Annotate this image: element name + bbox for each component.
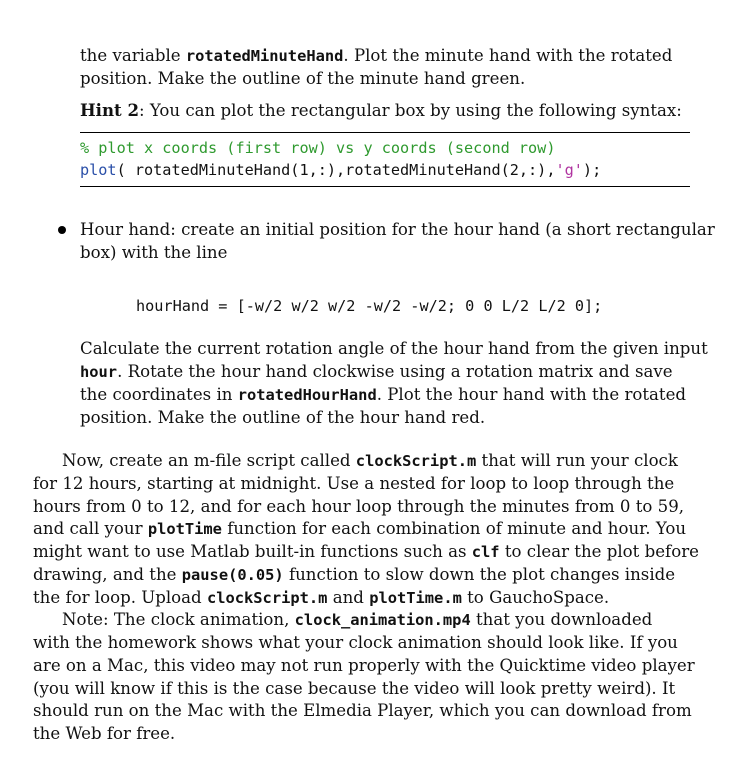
hint-line [80,100,682,121]
paragraph-note-line-6 [33,724,175,744]
inline-code: pause(0.05) [181,566,284,584]
bullet-hour-line-2 [80,243,227,263]
code-block-bottom-rule [80,186,690,187]
code-block-top-rule [80,132,690,133]
inline-code: plotTime [147,520,222,538]
text: might want to use Matlab built-in functions such as [33,542,472,561]
inline-code: clockScript.m [355,452,477,470]
text: . Rotate the hour hand clockwise using a rotation matrix and save [117,362,673,381]
paragraph-script-line-7 [33,588,609,608]
text: the coordinates in [80,385,238,404]
text: for 12 hours, starting at midnight. Use a nested for loop to loop through the [33,474,675,493]
text: and call your [33,519,148,538]
text: the Web for free. [33,724,176,743]
text: with the homework shows what your clock animation should look like. If you [33,633,678,652]
text: . Plot the hour hand with the rotated [376,385,687,404]
paragraph-script-line-1 [62,451,678,471]
inline-code: rotatedHourHand [237,386,377,404]
bullet-hour-line-1 [80,220,715,240]
paragraph-note-line-2 [33,633,678,653]
paragraph-note-line-1 [62,610,652,630]
hint-text: : You can plot the rectangular box by using the following syntax: [139,101,682,120]
code-plot-line [80,161,601,180]
inline-code: hour [80,363,118,381]
text: position. Make the outline of the hour hand red. [80,408,486,427]
text: Hour hand: create an initial position for the hour hand (a short rectangular [80,220,715,239]
paragraph-hour-line-1 [80,339,708,359]
paragraph-note-line-5 [33,701,692,721]
paragraph-script-line-6 [33,565,675,585]
paragraph-hour-line-2 [80,362,673,382]
text: . Plot the minute hand with the rotated [343,46,673,65]
text: position. Make the outline of the minute hand green. [80,69,526,88]
code-end: ); [582,161,602,179]
text: to clear the plot before [499,542,699,561]
text: and [327,588,370,607]
text: the variable [80,46,186,65]
text: function for each combination of minute and hour. You [221,519,687,538]
paragraph-minute-line-1 [80,46,672,66]
bullet-icon [58,226,66,234]
paragraph-hour-line-3 [80,385,686,405]
text: that you downloaded [470,610,653,629]
code-hourhand: hourHand = [-w/2 w/2 w/2 -w/2 -w/2; 0 0 L/2 L/2 0]; [136,297,603,315]
code-comment-line [80,139,555,158]
paragraph-hour-line-4 [80,408,485,428]
text: Note: The clock animation, [62,610,295,629]
code-args: ( rotatedMinuteHand(1,:),rotatedMinuteHand(2,:), [116,161,556,179]
code-string: 'g' [555,161,583,179]
paragraph-script-line-4 [33,519,686,539]
paragraph-script-line-2 [33,474,674,494]
text: are on a Mac, this video may not run properly with the Quicktime video player [33,656,695,675]
text: Now, create an m-file script called [62,451,356,470]
inline-code: rotatedMinuteHand [185,47,344,65]
code-comment: % plot x coords (first row) vs y coords (second row) [80,139,556,157]
text: that will run your clock [476,451,678,470]
text: hours from 0 to 12, and for each hour loop through the minutes from 0 to 59, [33,497,685,516]
text: to GauchoSpace. [461,588,610,607]
paragraph-note-line-3 [33,656,695,676]
paragraph-minute-line-2 [80,69,525,89]
code-hourhand-line [136,297,602,316]
paragraph-script-line-5 [33,542,699,562]
text: drawing, and the [33,565,182,584]
text: function to slow down the plot changes inside [283,565,676,584]
inline-code: plotTime.m [369,589,462,607]
text: should run on the Mac with the Elmedia Player, which you can download from [33,701,692,720]
text: (you will know if this is the case because the video will look pretty weird). It [33,679,676,698]
code-keyword: plot [80,161,117,179]
inline-code: clock_animation.mp4 [294,611,471,629]
text: the for loop. Upload [33,588,207,607]
inline-code: clockScript.m [206,589,328,607]
paragraph-note-line-4 [33,679,675,699]
text: box) with the line [80,243,228,262]
paragraph-script-line-3 [33,497,684,517]
text: Calculate the current rotation angle of the hour hand from the given input [80,339,708,358]
hint-label: Hint 2 [80,100,140,120]
inline-code: clf [471,543,500,561]
